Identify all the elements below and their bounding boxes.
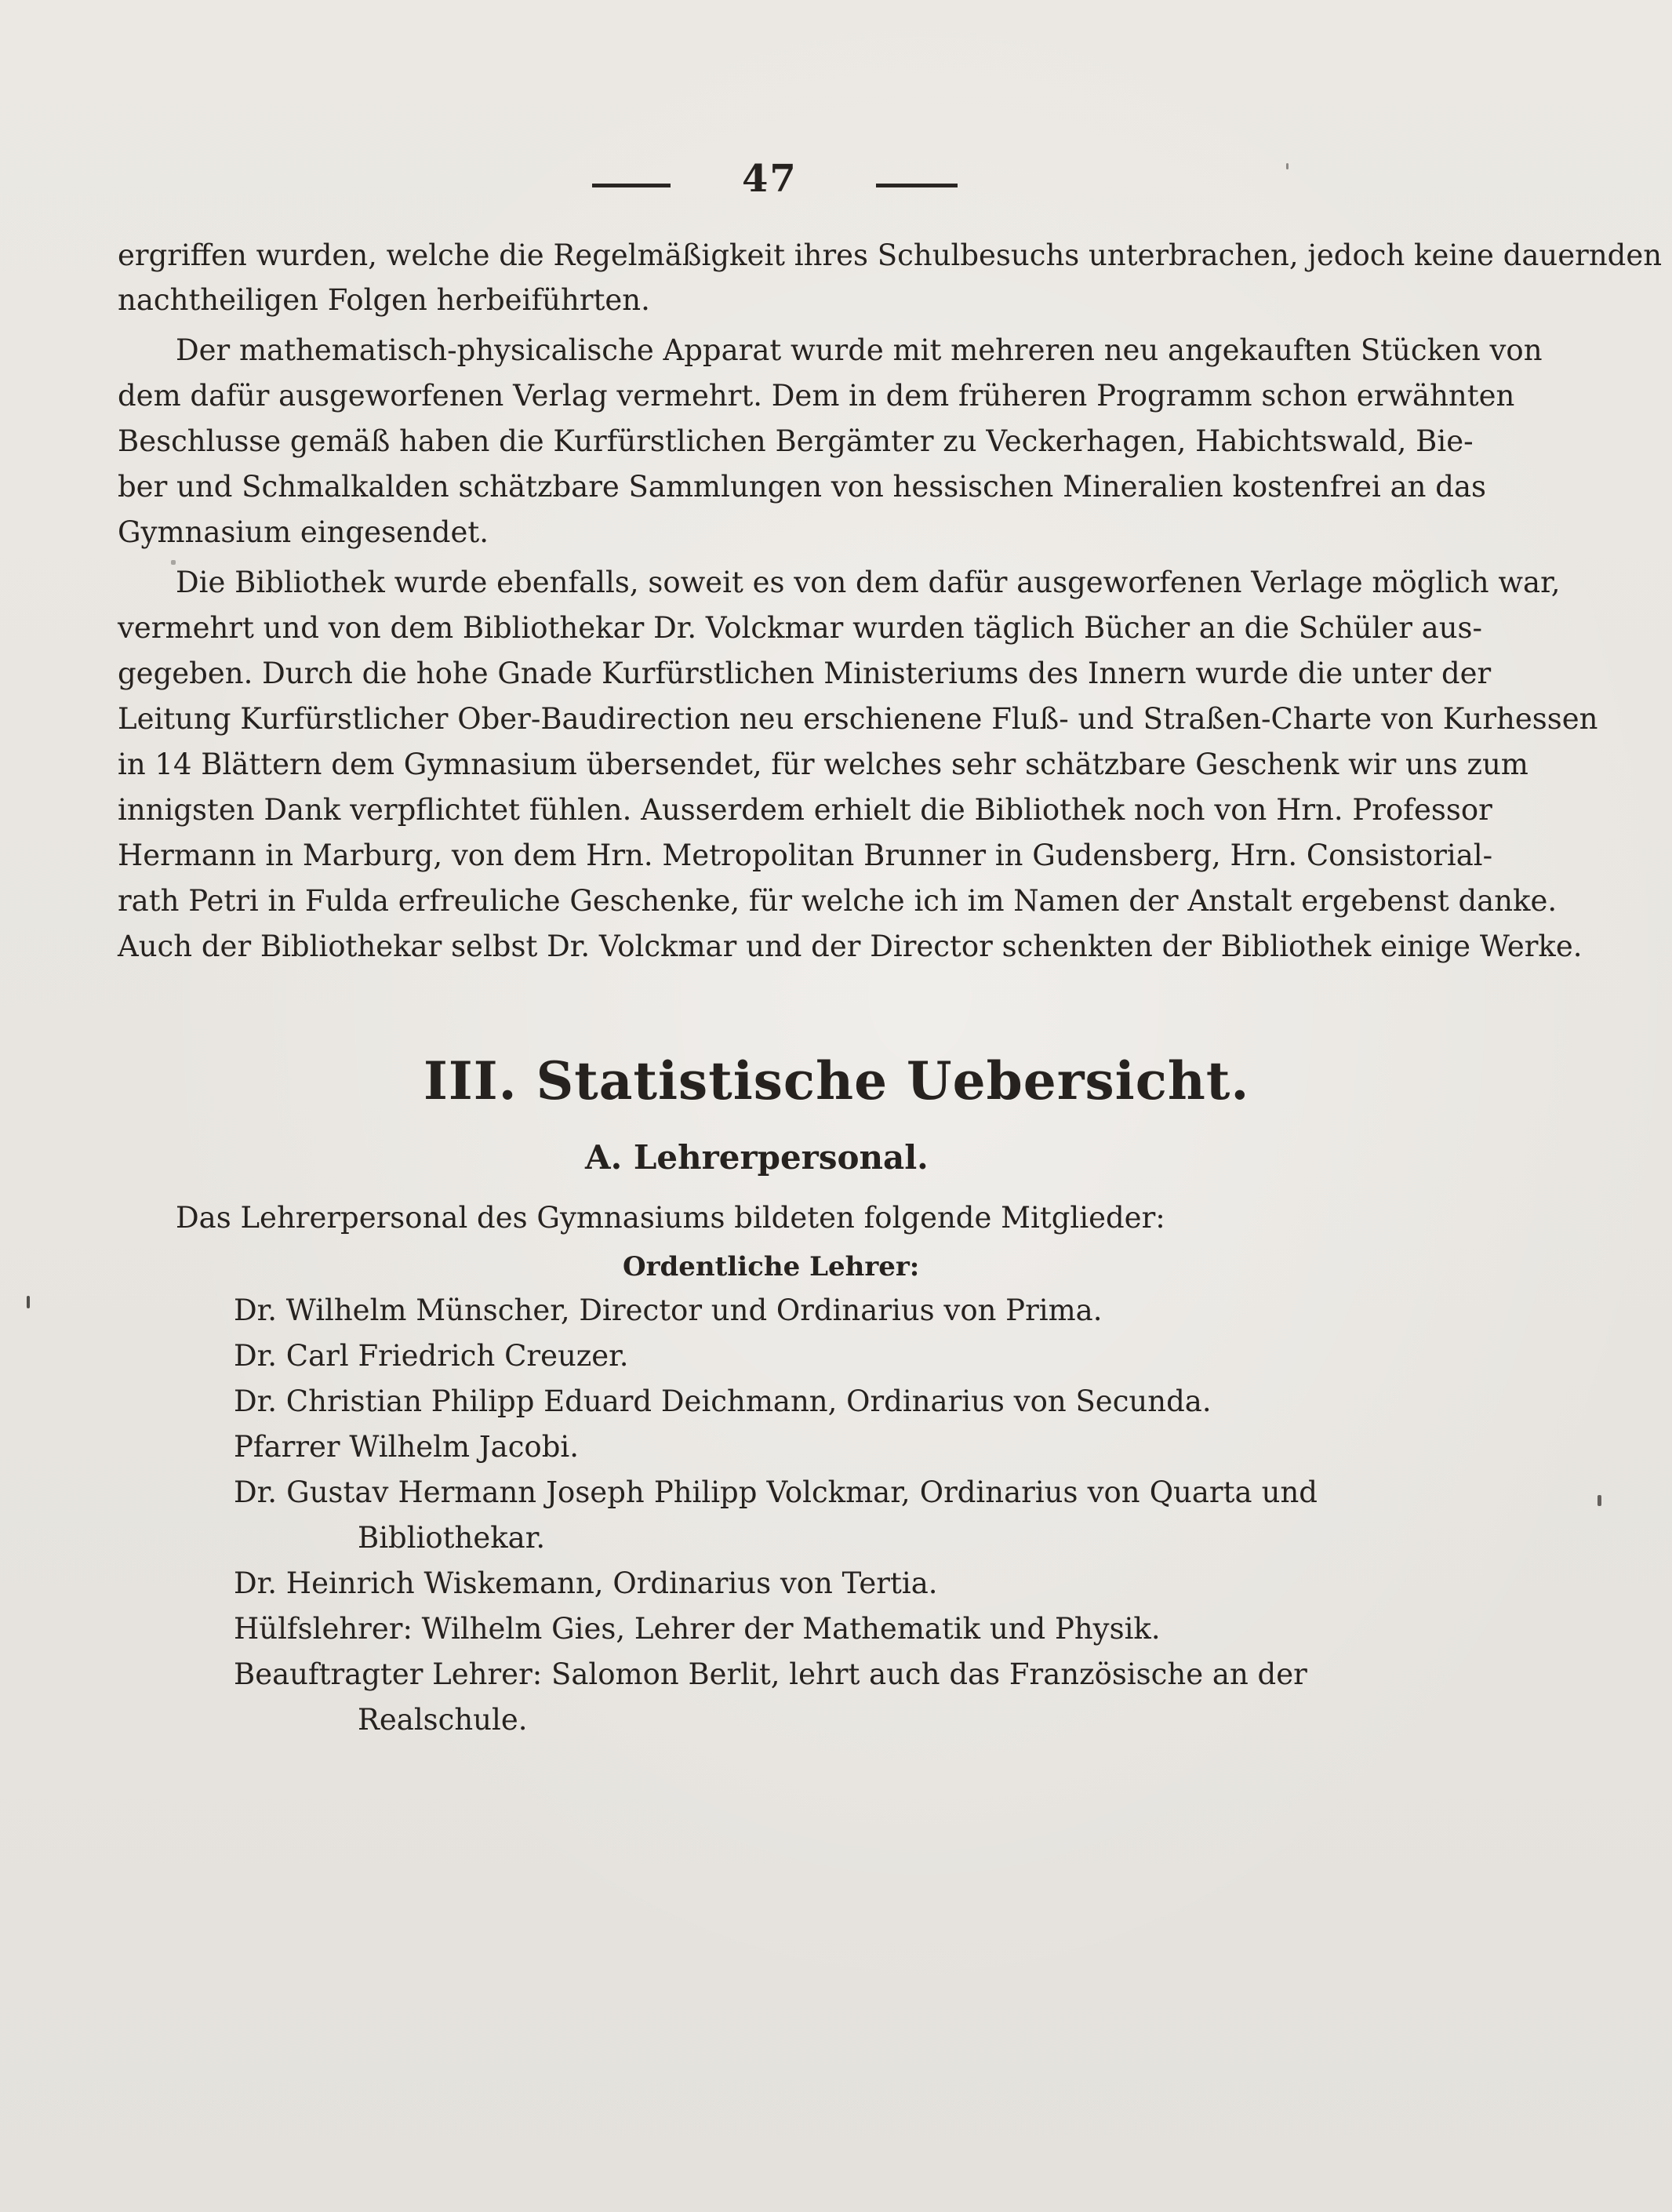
body-line: Beschlusse gemäß haben die Kurfürstlichen Bergämter zu Veckerhagen, Habichtswald, Bie- bbox=[118, 424, 1474, 458]
header-rule-right bbox=[876, 184, 958, 187]
staff-entry: Beauftragter Lehrer: Salomon Berlit, lehrt auch das Französische an der bbox=[234, 1657, 1307, 1691]
page-header bbox=[0, 157, 1672, 212]
body-line: Die Bibliothek wurde ebenfalls, soweit es von dem dafür ausgeworfenen Verlage möglich war, bbox=[176, 566, 1561, 599]
body-line: Gymnasium eingesendet. bbox=[118, 515, 489, 549]
ink-speck bbox=[27, 1296, 30, 1308]
ink-speck bbox=[1597, 1495, 1601, 1506]
staff-entry: Dr. Gustav Hermann Joseph Philipp Volckmar, Ordinarius von Quarta und bbox=[234, 1475, 1318, 1509]
body-line: Leitung Kurfürstlicher Ober-Baudirection neu erschienene Fluß- und Straßen-Charte von Kurhessen bbox=[118, 702, 1598, 736]
body-line: in 14 Blättern dem Gymnasium übersendet, für welches sehr schätzbare Geschenk wir uns zum bbox=[118, 748, 1528, 781]
body-line: nachtheiligen Folgen herbeiführten. bbox=[118, 283, 650, 317]
staff-entry: Pfarrer Wilhelm Jacobi. bbox=[234, 1430, 579, 1464]
body-line: gegeben. Durch die hohe Gnade Kurfürstlichen Ministeriums des Innern wurde die unter der bbox=[118, 657, 1492, 690]
body-line: Auch der Bibliothekar selbst Dr. Volckmar und der Director schenkten der Bibliothek einige Werke. bbox=[118, 930, 1583, 963]
regular-teachers-label: Ordentliche Lehrer: bbox=[623, 1251, 920, 1282]
body-line: vermehrt und von dem Bibliothekar Dr. Volckmar wurden täglich Bücher an die Schüler aus- bbox=[118, 611, 1483, 645]
staff-entry: Dr. Christian Philipp Eduard Deichmann, Ordinarius von Secunda. bbox=[234, 1384, 1212, 1418]
body-line: dem dafür ausgeworfenen Verlag vermehrt. Dem in dem früheren Programm schon erwähnten bbox=[118, 379, 1515, 413]
body-line: Der mathematisch-physicalische Apparat wurde mit mehreren neu angekauften Stücken von bbox=[176, 333, 1543, 367]
section-heading: III. Statistische Uebersicht. bbox=[423, 1050, 1250, 1111]
page-number: 47 bbox=[742, 157, 798, 201]
body-line: Hermann in Marburg, von dem Hrn. Metropolitan Brunner in Gudensberg, Hrn. Consistorial- bbox=[118, 839, 1493, 872]
body-line: innigsten Dank verpflichtet fühlen. Ausserdem erhielt die Bibliothek noch von Hrn. Professor bbox=[118, 793, 1492, 827]
staff-entry-continuation: Realschule. bbox=[358, 1703, 528, 1737]
staff-entry: Dr. Wilhelm Münscher, Director und Ordinarius von Prima. bbox=[234, 1293, 1103, 1327]
header-rule-left bbox=[592, 184, 671, 187]
body-line: ber und Schmalkalden schätzbare Sammlungen von hessischen Mineralien kostenfrei an das bbox=[118, 470, 1486, 504]
staff-entry: Hülfslehrer: Wilhelm Gies, Lehrer der Mathematik und Physik. bbox=[234, 1612, 1161, 1646]
staff-entry: Dr. Carl Friedrich Creuzer. bbox=[234, 1339, 629, 1373]
staff-entry: Dr. Heinrich Wiskemann, Ordinarius von Tertia. bbox=[234, 1566, 938, 1600]
staff-entry-continuation: Bibliothekar. bbox=[358, 1521, 546, 1555]
staff-intro: Das Lehrerpersonal des Gymnasiums bildeten folgende Mitglieder: bbox=[176, 1201, 1165, 1235]
body-line: ergriffen wurden, welche die Regelmäßigkeit ihres Schulbesuchs unterbrachen, jedoch keine dauernden bbox=[118, 238, 1663, 272]
body-line: rath Petri in Fulda erfreuliche Geschenke, für welche ich im Namen der Anstalt ergebenst danke. bbox=[118, 884, 1558, 918]
section-subheading: A. Lehrerpersonal. bbox=[585, 1138, 929, 1177]
